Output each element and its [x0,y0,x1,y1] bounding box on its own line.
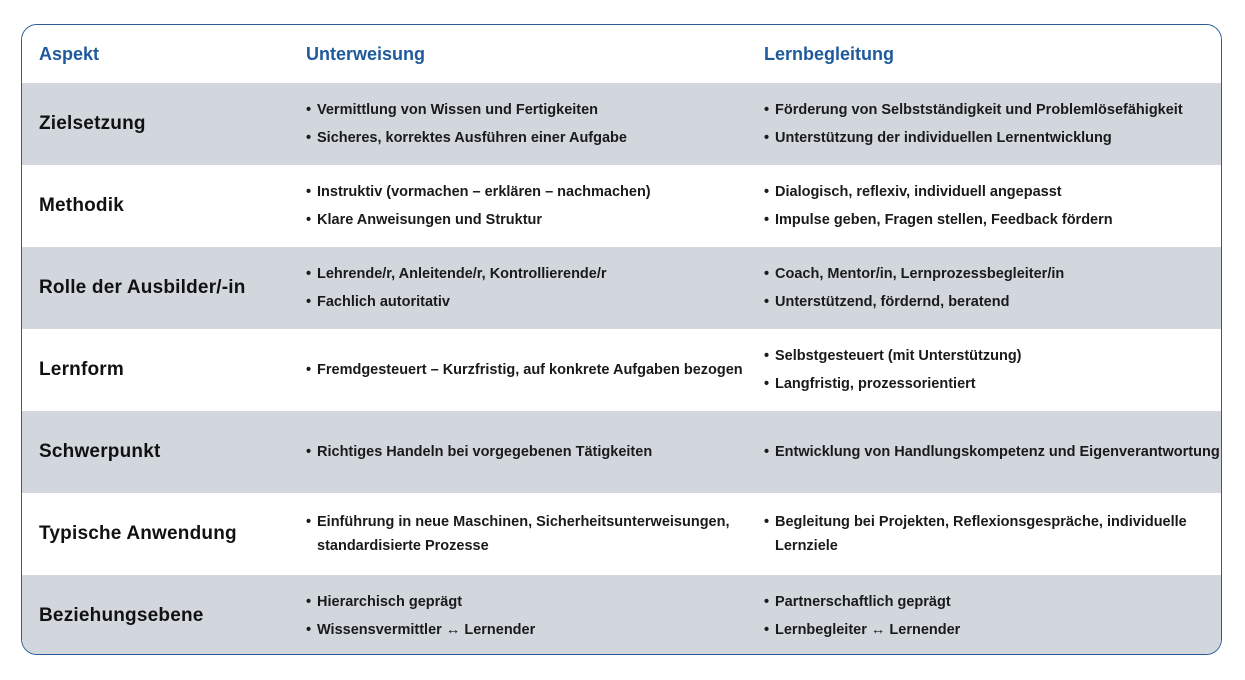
bullet-icon: • [764,212,770,228]
bullet-text: Fremdgesteuert – Kurzfristig, auf konkrete Aufgaben bezogen [317,362,743,378]
bullet-item [764,290,1221,314]
bullet-text: Coach, Mentor/in, Lernprozessbegleiter/in [775,266,1065,282]
cell-lernbegleitung [748,262,1221,314]
bullet-item [306,440,748,464]
row-aspect: Schwerpunkt [39,441,161,462]
bullet-item [306,510,748,558]
bullet-item [764,344,1221,368]
bullet-text: Förderung von Selbstständigkeit und Problemlösefähigkeit [775,102,1183,118]
bullet-item [306,98,748,122]
bullet-text: Impulse geben, Fragen stellen, Feedback fördern [775,212,1113,228]
row-aspect: Zielsetzung [39,113,146,134]
bullet-text: Fachlich autoritativ [317,294,450,310]
bullet-item [306,126,748,150]
cell-unterweisung [290,358,748,382]
bullet-icon: • [764,514,770,530]
bullet-text: Lernbegleiter ↔ Lernender [775,622,961,638]
cell-unterweisung [290,98,748,150]
table-row [22,575,1221,655]
bullet-text: Hierarchisch geprägt [317,594,463,610]
bullet-item [306,290,748,314]
bullet-item [306,590,748,614]
bullet-item [306,262,748,286]
comparison-table [21,24,1222,655]
bullet-icon: • [306,594,312,610]
cell-lernbegleitung [748,590,1221,642]
bullet-text: Langfristig, prozessorientiert [775,376,976,392]
bullet-icon: • [306,444,312,460]
table-header [22,25,1221,83]
bullet-text: Sicheres, korrektes Ausführen einer Aufgabe [317,130,627,146]
bullet-icon: • [306,622,312,638]
bullet-item [764,98,1221,122]
cell-unterweisung [290,440,748,464]
bullet-text: Selbstgesteuert (mit Unterstützung) [775,348,1022,364]
cell-lernbegleitung [748,98,1221,150]
bullet-icon: • [764,348,770,364]
bullet-item [306,358,748,382]
header-unterweisung: Unterweisung [306,43,426,64]
bullet-icon: • [764,130,770,146]
bullet-icon: • [764,102,770,118]
bullet-icon: • [306,362,312,378]
bullet-icon: • [764,294,770,310]
bullet-item [764,262,1221,286]
bullet-icon: • [764,594,770,610]
bullet-item [764,180,1221,204]
bullet-icon: • [306,266,312,282]
bullet-item [764,208,1221,232]
bullet-text: Klare Anweisungen und Struktur [317,212,543,228]
cell-unterweisung [290,180,748,232]
row-aspect: Lernform [39,359,124,380]
bullet-text: Unterstützend, fördernd, beratend [775,294,1010,310]
table-row [22,247,1221,329]
bullet-icon: • [306,130,312,146]
bullet-icon: • [306,184,312,200]
bullet-text: Einführung in neue Maschinen, Sicherheitsunterweisungen, standardisierte Prozesse [317,514,730,554]
bullet-item [306,208,748,232]
cell-unterweisung [290,510,748,558]
bullet-item [764,372,1221,396]
row-aspect: Typische Anwendung [39,523,237,544]
cell-unterweisung [290,262,748,314]
bullet-icon: • [306,514,312,530]
row-aspect: Methodik [39,195,124,216]
bullet-icon: • [764,622,770,638]
cell-unterweisung [290,590,748,642]
bullet-text: Richtiges Handeln bei vorgegebenen Tätigkeiten [317,444,653,460]
bullet-text: Begleitung bei Projekten, Reflexionsgespräche, individuelle Lernziele [775,514,1187,554]
bullet-item [306,618,748,642]
bullet-item [764,590,1221,614]
table-row [22,411,1221,493]
bullet-icon: • [306,102,312,118]
cell-lernbegleitung [748,510,1221,558]
row-aspect: Rolle der Ausbilder/-in [39,277,246,298]
table-body [22,83,1221,655]
table-row [22,329,1221,411]
header-aspekt: Aspekt [39,43,100,64]
bullet-text: Lehrende/r, Anleitende/r, Kontrollierende/r [317,266,607,282]
row-aspect: Beziehungsebene [39,605,204,626]
cell-lernbegleitung [748,344,1221,396]
bullet-icon: • [306,294,312,310]
bullet-icon: • [764,266,770,282]
bullet-text: Dialogisch, reflexiv, individuell angepasst [775,184,1062,200]
bullet-item [764,126,1221,150]
cell-lernbegleitung [748,180,1221,232]
bullet-text: Instruktiv (vormachen – erklären – nachmachen) [317,184,651,200]
bullet-item [306,180,748,204]
header-lernbegleitung: Lernbegleitung [764,43,894,64]
bullet-item [764,440,1221,464]
bullet-icon: • [764,376,770,392]
bullet-text: Unterstützung der individuellen Lernentwicklung [775,130,1112,146]
bullet-text: Wissensvermittler ↔ Lernender [317,622,536,638]
bullet-item [764,618,1221,642]
bullet-text: Vermittlung von Wissen und Fertigkeiten [317,102,599,118]
cell-lernbegleitung [748,440,1221,464]
bullet-icon: • [306,212,312,228]
bullet-item [764,510,1221,558]
table-row [22,165,1221,247]
bullet-icon: • [764,444,770,460]
table-row [22,83,1221,165]
bullet-icon: • [764,184,770,200]
bullet-text: Entwicklung von Handlungskompetenz und Eigenverantwortung [775,444,1220,460]
bullet-text: Partnerschaftlich geprägt [775,594,951,610]
table-row [22,493,1221,575]
